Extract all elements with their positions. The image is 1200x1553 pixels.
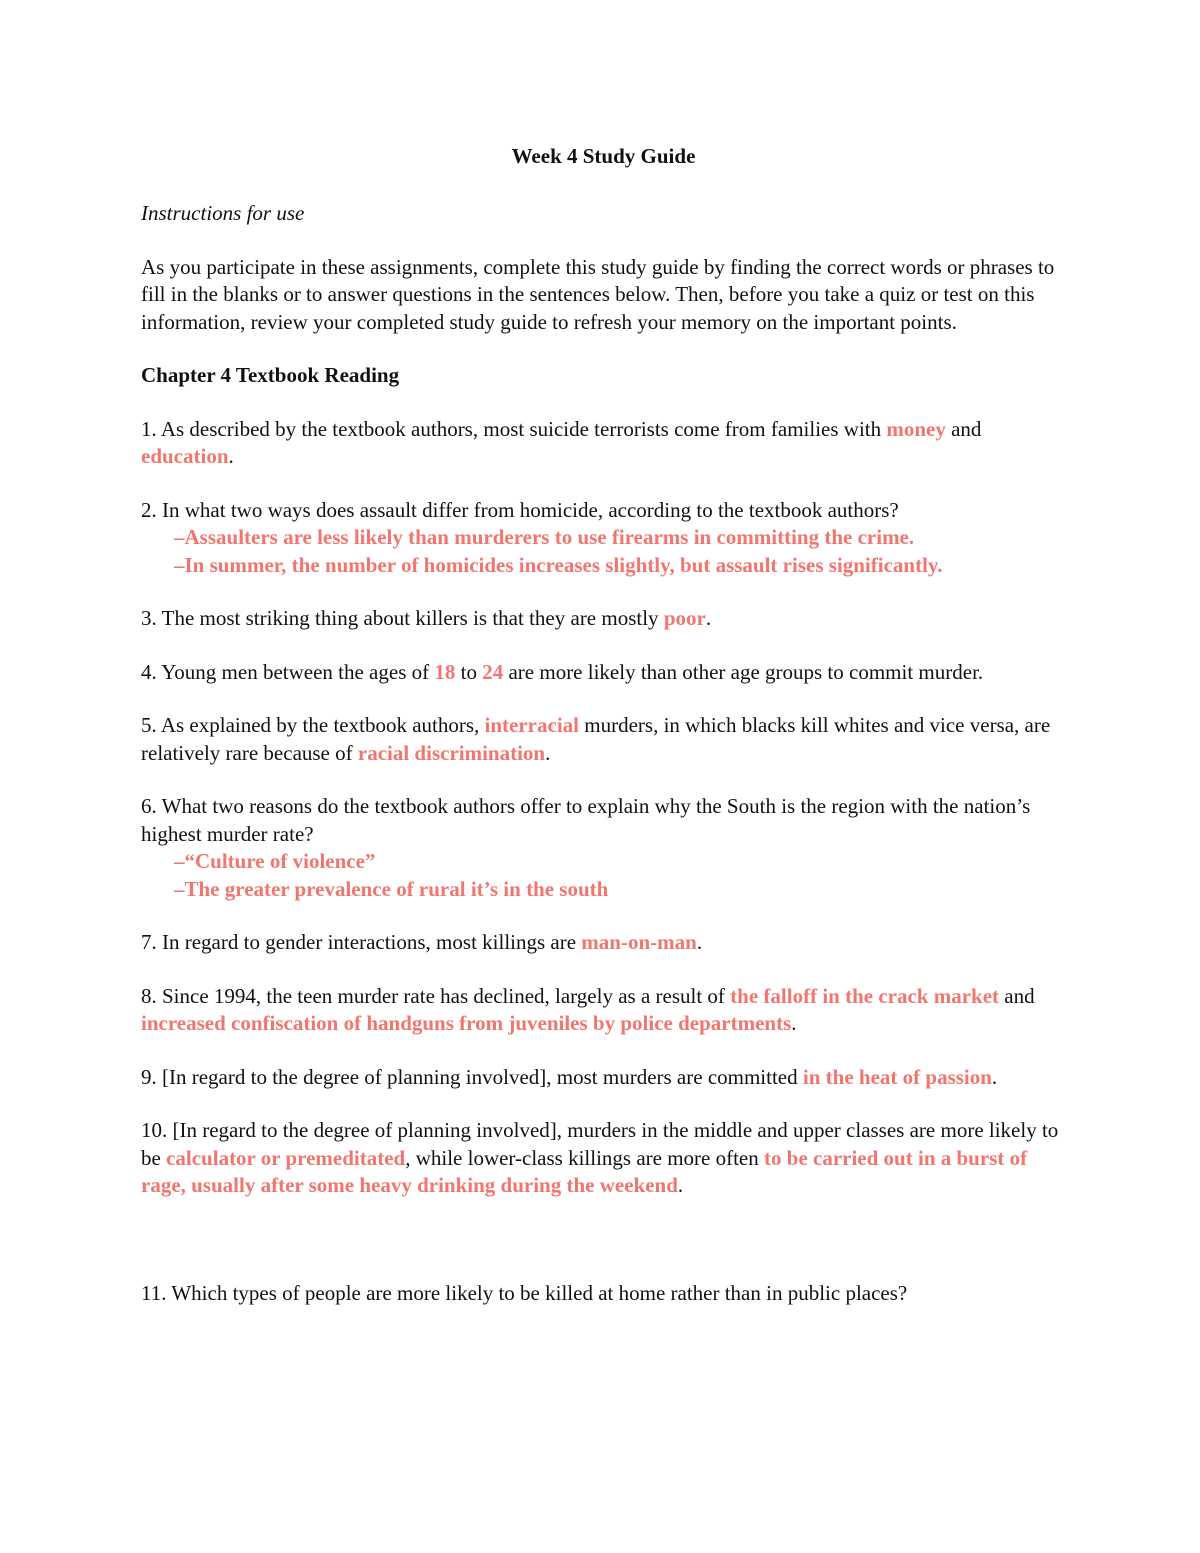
section-heading: Chapter 4 Textbook Reading — [141, 363, 400, 387]
question-6 — [141, 793, 1066, 903]
question-text: and — [999, 983, 1035, 1008]
question-text: 6. What two reasons do the textbook authors offer to explain why the South is the region with the nation’s highest murder rate? — [141, 794, 1031, 846]
question-text: 8. Since 1994, the teen murder rate has declined, largely as a result of — [141, 983, 731, 1008]
answer-text: –In summer, the number of homicides increases slightly, but assault rises significantly. — [174, 552, 943, 577]
blank-spacer — [141, 1226, 1066, 1280]
answer-text: man-on-man — [581, 930, 697, 954]
question-1 — [141, 416, 1066, 471]
question-text: to — [455, 659, 483, 684]
question-text: , while lower-class killings are more often — [405, 1145, 765, 1170]
instructions-text: As you participate in these assignments, complete this study guide by finding the correct words or phrases to fill in the blanks or to answer questions in the sentences below. Then, before you take a quiz or test on this information, review your completed study guide to refresh your memory on the important points. — [141, 254, 1055, 334]
question-text: . — [696, 930, 703, 954]
answer-text: education — [141, 444, 229, 468]
question-2 — [141, 497, 1066, 580]
question-text: . — [677, 1173, 684, 1197]
question-5 — [141, 712, 1066, 767]
answer-text: poor — [663, 606, 706, 630]
document-title: Week 4 Study Guide — [511, 144, 696, 168]
question-10 — [141, 1117, 1066, 1200]
question-text: 2. In what two ways does assault differ from homicide, according to the textbook authors? — [141, 497, 899, 522]
answer-text: –The greater prevalence of rural it’s in the south — [174, 876, 609, 901]
question-text: 7. In regard to gender interactions, most killings are — [141, 930, 582, 954]
question-text: . — [705, 606, 712, 630]
answer-text: in the heat of passion — [802, 1064, 992, 1089]
answer-text: racial discrimination — [357, 740, 546, 765]
instructions-heading: Instructions for use — [141, 201, 305, 225]
answer-text: money — [886, 416, 946, 441]
answer-text: interracial — [484, 713, 579, 737]
question-8 — [141, 983, 1066, 1038]
answer-text: calculator or premeditated — [166, 1145, 406, 1170]
question-text: 9. [In regard to the degree of planning involved], most murders are committed — [141, 1064, 803, 1089]
question-text: are more likely than other age groups to commit murder. — [503, 659, 984, 684]
question-text: 10. [In regard to the degree of planning involved], murders in the middle and upper classes are more likely to be — [141, 1118, 1059, 1170]
question-3 — [141, 605, 1066, 633]
question-text: . — [791, 1011, 797, 1035]
answer-text: 18 — [434, 659, 456, 684]
answer-text: the falloff in the crack market — [730, 983, 1000, 1008]
question-4 — [141, 659, 1066, 687]
question-text: . — [228, 444, 234, 468]
answer-text: increased confiscation of handguns from juveniles by police departments — [141, 1011, 792, 1035]
question-text: 5. As explained by the textbook authors, — [141, 713, 485, 737]
question-11: 11. Which types of people are more likely to be killed at home rather than in public places? — [141, 1280, 908, 1305]
study-guide-page — [141, 138, 1066, 1333]
question-text: murders, in which blacks kill whites and vice versa, are relatively rare because of — [141, 713, 1051, 765]
question-text: 4. Young men between the ages of — [141, 659, 435, 684]
question-text: and — [945, 416, 982, 441]
question-text: 1. As described by the textbook authors, most suicide terrorists come from families with — [141, 416, 887, 441]
question-text: . — [545, 740, 551, 765]
answer-text: 24 — [482, 659, 504, 684]
answer-text: –“Culture of violence” — [174, 849, 376, 873]
answer-text: –Assaulters are less likely than murderers to use firearms in committing the crime. — [174, 525, 915, 549]
question-7 — [141, 929, 1066, 957]
question-9 — [141, 1064, 1066, 1092]
question-text: . — [991, 1064, 998, 1089]
answer-text: to be carried out in a burst of rage, usually after some heavy drinking during the weekend — [141, 1145, 1028, 1197]
question-text: 3. The most striking thing about killers is that they are mostly — [141, 606, 664, 630]
